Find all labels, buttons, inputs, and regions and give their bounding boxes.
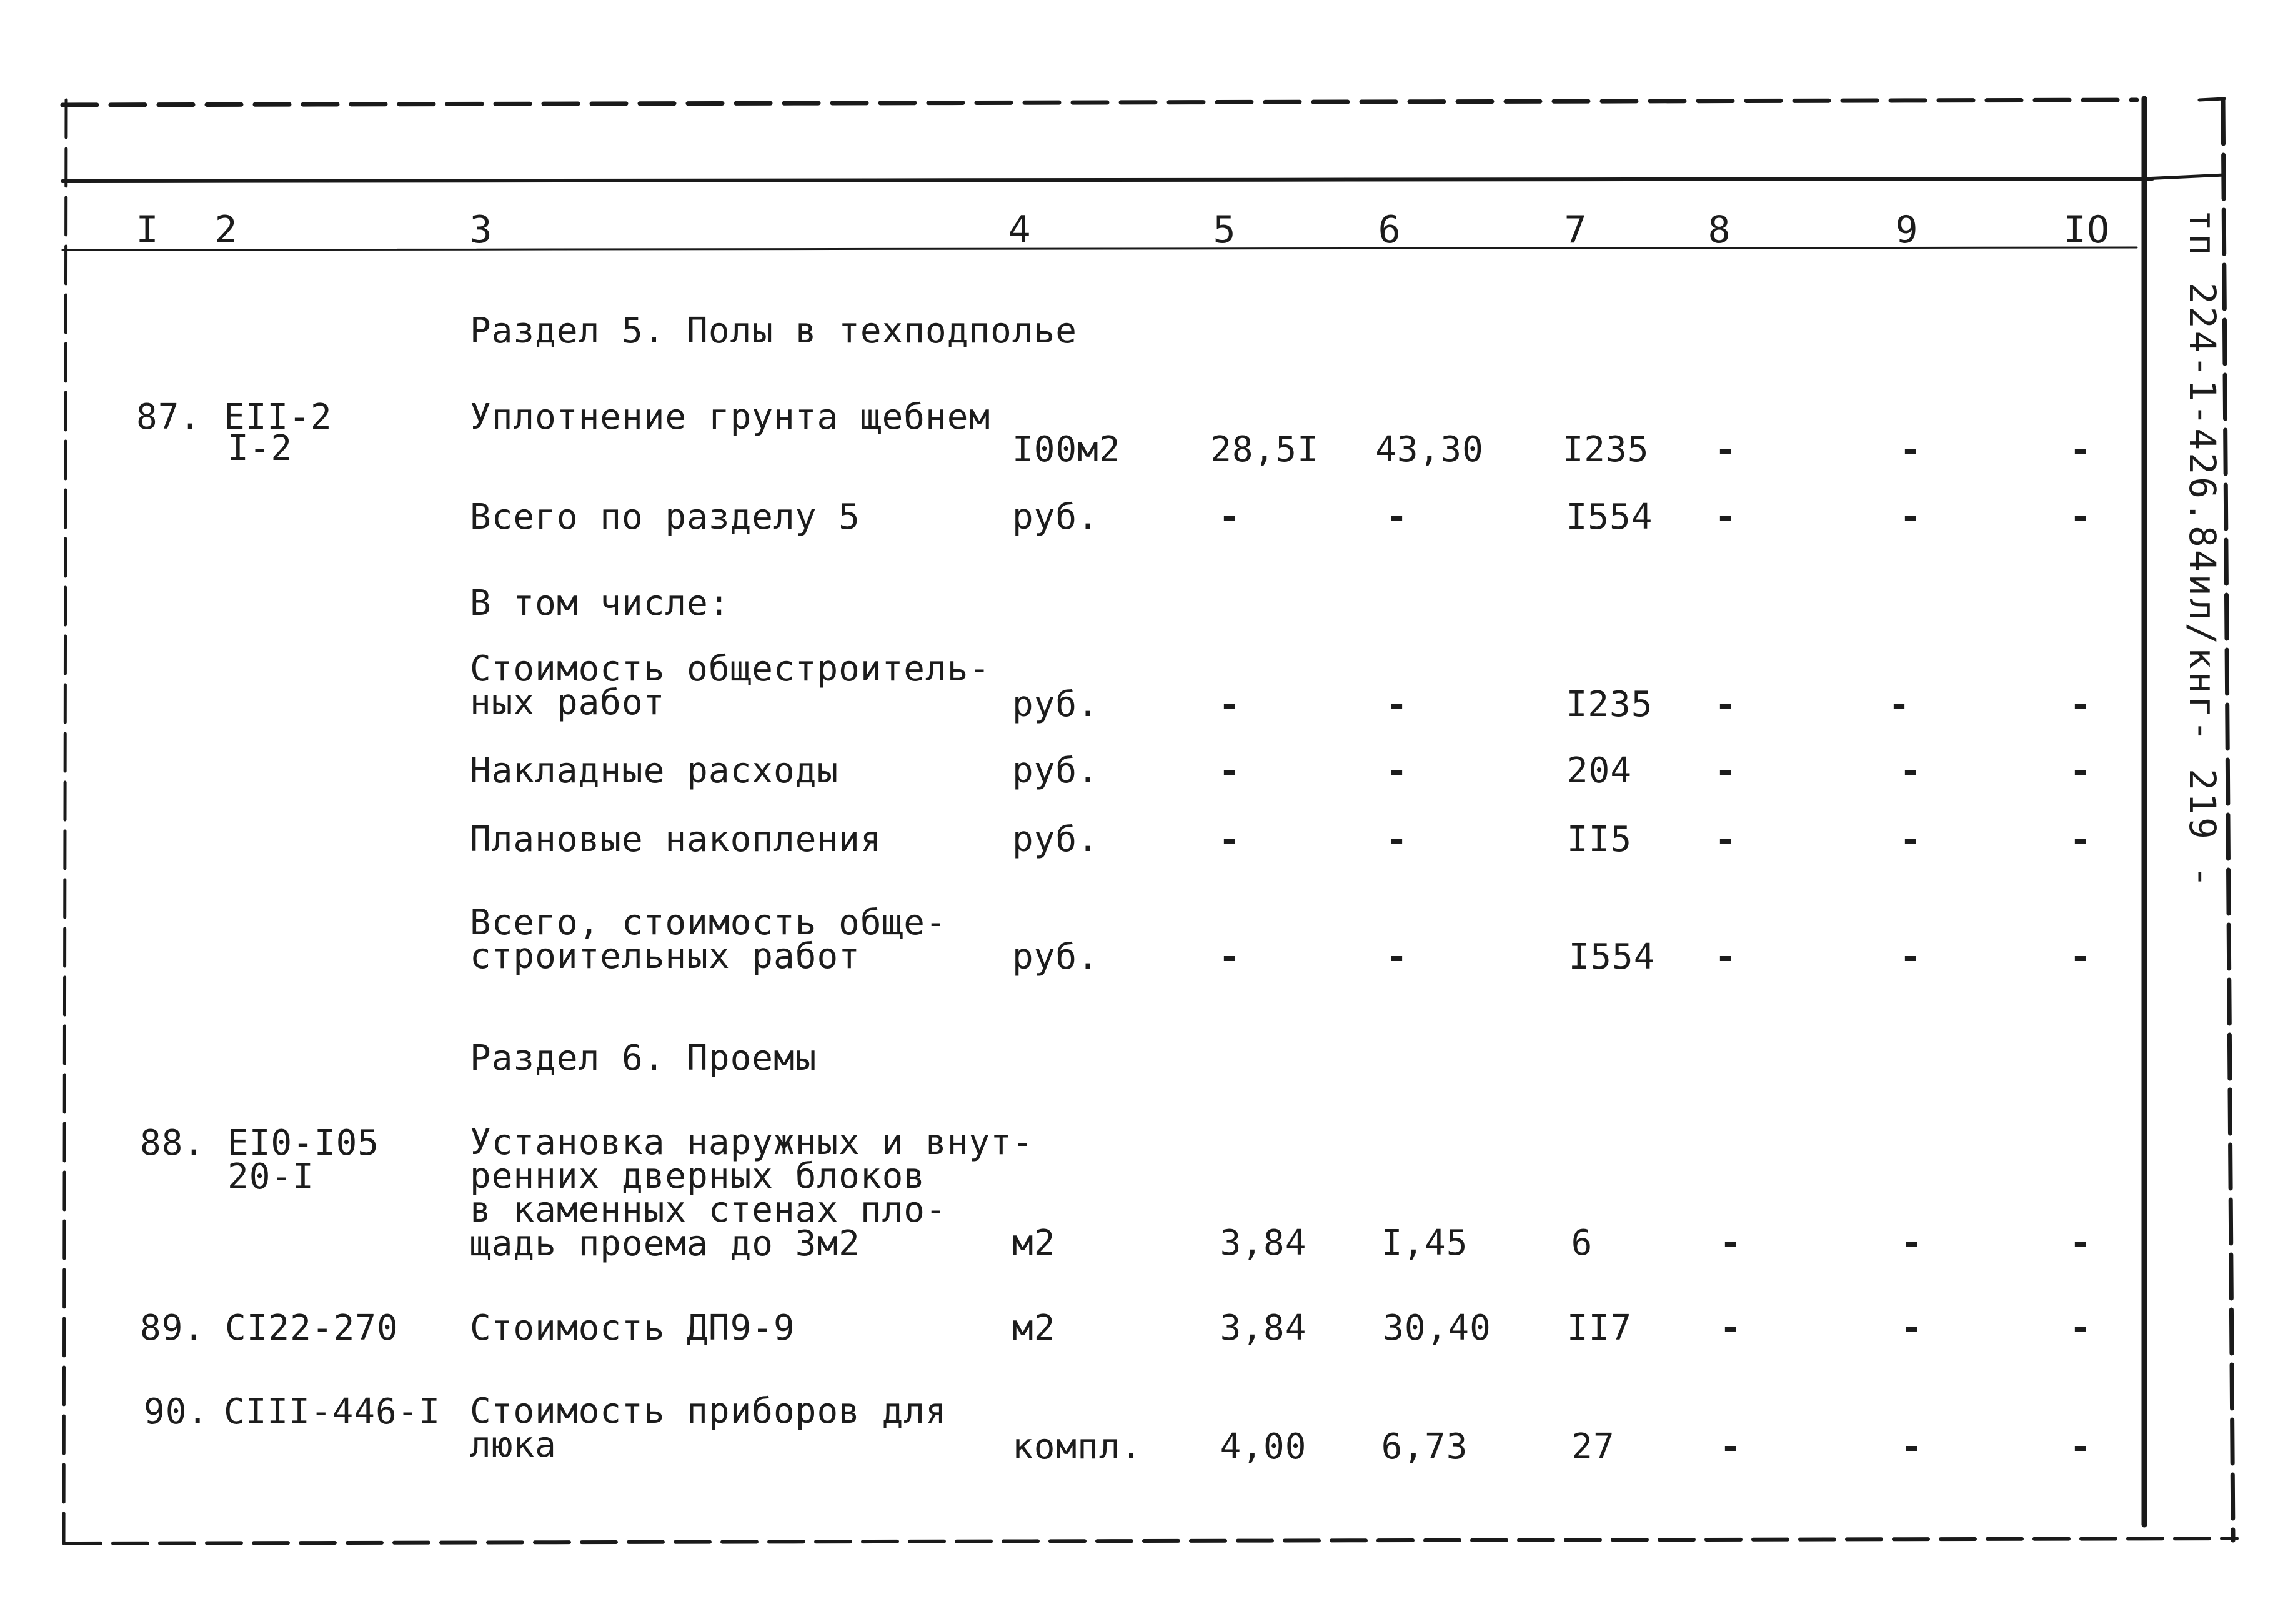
rate-code: CIII-446-I (224, 1392, 441, 1432)
unit: руб. (1012, 937, 1099, 977)
rate-code: CI22-270 (225, 1308, 399, 1348)
column-10-value: - (2069, 750, 2092, 791)
column-header-6: 6 (1378, 208, 1401, 252)
quantity: - (1218, 750, 1241, 791)
total-cost: I235 (1562, 429, 1649, 470)
unit: руб. (1012, 497, 1099, 537)
unit: компл. (1012, 1427, 1143, 1467)
row-number: 88. (140, 1123, 206, 1163)
column-header-2: 2 (214, 208, 238, 252)
column-header-1: I (136, 208, 159, 252)
column-8-value: - (1719, 1308, 1742, 1348)
work-name: Стоимость ДП9-9 (470, 1308, 795, 1348)
work-name: Установка наружных и внут- ренних дверных блоков в каменных стенах пло- щадь проема до 3м2 (470, 1122, 1034, 1264)
section-title: Раздел 6. Проемы (470, 1038, 817, 1079)
quantity: 4,00 (1220, 1427, 1307, 1467)
quantity: 3,84 (1220, 1223, 1307, 1263)
column-9-value: - (1899, 937, 1922, 977)
column-10-value: - (2069, 1308, 2092, 1348)
quantity: 3,84 (1220, 1308, 1307, 1348)
unit-price: - (1386, 937, 1408, 977)
unit: м2 (1012, 1223, 1056, 1263)
work-name: Стоимость общестроитель- ных работ (470, 649, 991, 723)
column-header-8: 8 (1708, 208, 1731, 252)
unit-price: 30,40 (1383, 1308, 1491, 1348)
column-8-value: - (1719, 1427, 1742, 1467)
document-code: тп 224-1-426.84ил/кнг- 219 - (2181, 209, 2224, 890)
column-8-value: - (1714, 684, 1737, 725)
work-name: Всего, стоимость обще- строительных работ (470, 902, 947, 977)
work-name: Плановые накопления (470, 819, 882, 860)
column-10-value: - (2069, 429, 2092, 470)
rate-code: 20-I (227, 1157, 314, 1197)
work-name: Уплотнение грунта щебнем (470, 397, 991, 437)
row-number: 90. (144, 1392, 209, 1432)
column-8-value: - (1719, 1223, 1742, 1263)
quantity: - (1218, 937, 1241, 977)
unit: м2 (1012, 1308, 1056, 1348)
total-cost: 6 (1571, 1223, 1593, 1263)
total-cost: 27 (1571, 1427, 1615, 1467)
unit-price: I,45 (1381, 1223, 1468, 1263)
row-number: 89. (140, 1308, 206, 1348)
subtotal-label: В том числе: (470, 583, 730, 624)
column-8-value: - (1714, 429, 1737, 470)
work-name: Стоимость приборов для люка (470, 1391, 947, 1465)
column-header-9: 9 (1895, 208, 1919, 252)
total-cost: 204 (1566, 750, 1633, 791)
column-9-value: - (1899, 750, 1922, 791)
unit-price: - (1386, 497, 1408, 537)
column-header-10: IO (2063, 208, 2111, 252)
column-header-7: 7 (1564, 208, 1588, 252)
column-header-5: 5 (1213, 208, 1236, 252)
column-9-value: - (1901, 1427, 1923, 1467)
total-cost: II7 (1566, 1308, 1633, 1348)
unit: руб. (1012, 819, 1099, 860)
column-9-value: - (1899, 497, 1922, 537)
unit-price: 6,73 (1381, 1427, 1468, 1467)
column-10-value: - (2069, 819, 2092, 860)
unit-price: - (1386, 750, 1408, 791)
total-cost: I554 (1568, 937, 1656, 977)
column-9-value: - (1899, 819, 1922, 860)
column-header-3: 3 (469, 208, 493, 252)
work-name: Накладные расходы (470, 750, 839, 791)
column-10-value: - (2069, 497, 2092, 537)
unit-price: 43,30 (1375, 429, 1484, 470)
column-9-value: - (1901, 1223, 1923, 1263)
quantity: - (1218, 684, 1241, 725)
unit-price: - (1386, 819, 1408, 860)
column-8-value: - (1714, 937, 1737, 977)
quantity: 28,5I (1210, 429, 1319, 470)
total-cost: I235 (1566, 684, 1653, 725)
total-cost: I554 (1566, 497, 1653, 537)
unit: I00м2 (1012, 429, 1121, 470)
row-number: 87. (136, 397, 202, 437)
quantity: - (1218, 819, 1241, 860)
column-10-value: - (2069, 1223, 2092, 1263)
column-10-value: - (2069, 684, 2092, 725)
unit: руб. (1012, 750, 1099, 791)
quantity: - (1218, 497, 1241, 537)
column-10-value: - (2069, 1427, 2092, 1467)
work-name: Всего по разделу 5 (470, 497, 860, 537)
section-title: Раздел 5. Полы в техподполье (470, 311, 1078, 351)
unit: руб. (1012, 684, 1099, 725)
column-8-value: - (1714, 750, 1737, 791)
column-10-value: - (2069, 937, 2092, 977)
rate-code: I-2 (227, 428, 293, 469)
column-9-value: - (1899, 429, 1922, 470)
rate-code: EII-2 (224, 397, 332, 437)
column-9-value: - (1888, 684, 1911, 725)
column-header-4: 4 (1008, 208, 1032, 252)
column-9-value: - (1901, 1308, 1923, 1348)
rate-code: EI0-I05 (227, 1123, 380, 1163)
column-8-value: - (1714, 497, 1737, 537)
unit-price: - (1386, 684, 1408, 725)
total-cost: II5 (1566, 819, 1633, 860)
column-8-value: - (1714, 819, 1737, 860)
document-stamp (2181, 209, 2225, 928)
